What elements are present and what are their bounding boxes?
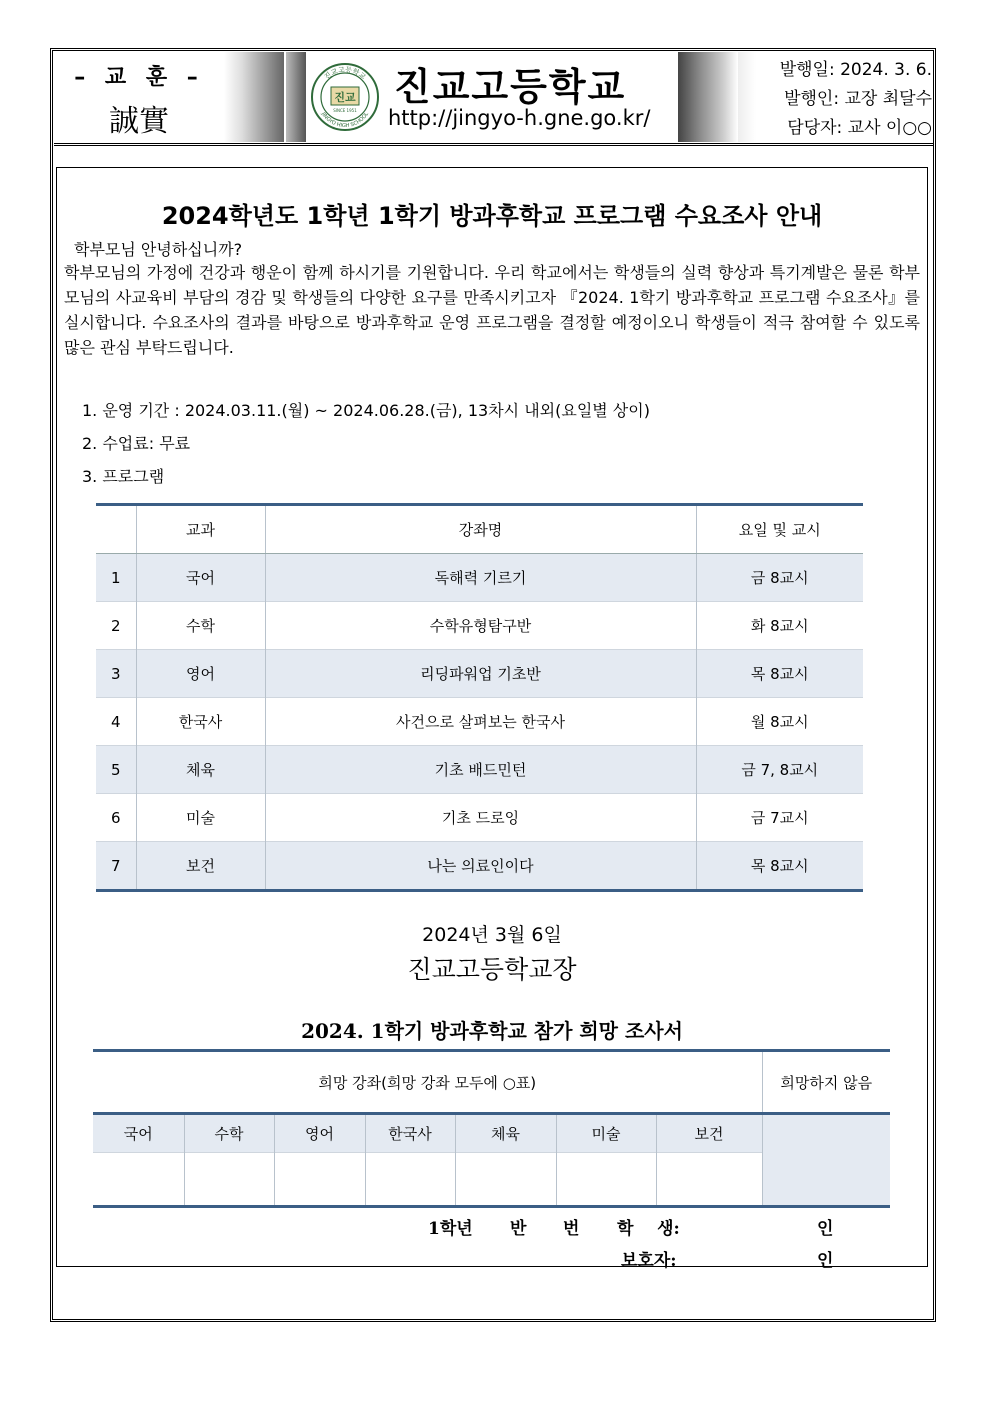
row-course: 기초 배드민턴 xyxy=(265,746,696,794)
list-item-period: 1. 운영 기간 : 2024.03.11.(월) ~ 2024.06.28.(금), 13차시 내외(요일별 상이) xyxy=(82,401,650,420)
survey-header-row xyxy=(93,1051,890,1114)
school-url[interactable]: http://jingyo-h.gne.go.kr/ xyxy=(388,106,651,130)
logo-ring-text-top: 진교고등학교 xyxy=(322,65,368,82)
row-course: 독해력 기르기 xyxy=(265,554,696,602)
row-number: 3 xyxy=(96,650,136,698)
no-wish-mark-cell[interactable] xyxy=(762,1114,890,1207)
notice-title: 2024학년도 1학년 1학기 방과후학교 프로그램 수요조사 안내 xyxy=(161,202,823,230)
row-schedule: 목 8교시 xyxy=(696,842,863,891)
row-subject: 수학 xyxy=(136,602,265,650)
row-course: 나는 의료인이다 xyxy=(265,842,696,891)
row-schedule: 화 8교시 xyxy=(696,602,863,650)
decorative-gradient-left xyxy=(224,52,284,142)
row-subject: 미술 xyxy=(136,794,265,842)
row-number: 4 xyxy=(110,712,121,731)
survey-subject-korean: 국어 xyxy=(93,1114,184,1153)
school-motto: 誠實 xyxy=(109,104,169,139)
logo-center-text: 진교 xyxy=(334,91,356,104)
guardian-seal-mark: 인 xyxy=(817,1251,834,1271)
row-subject: 영어 xyxy=(136,650,265,698)
survey-subject-health: 보건 xyxy=(656,1114,762,1153)
header-number xyxy=(96,505,136,554)
no-wish-header: 희망하지 않음 xyxy=(762,1051,890,1114)
manager: 담당자: 교사 이○○ xyxy=(787,118,932,138)
header-course: 강좌명 xyxy=(265,505,696,554)
mark-cell-art[interactable] xyxy=(556,1153,656,1207)
school-name: 진교고등학교 xyxy=(394,65,627,109)
newsletter-header xyxy=(54,52,932,142)
mark-cell-health[interactable] xyxy=(656,1153,762,1207)
row-schedule: 금 7교시 xyxy=(696,794,863,842)
publication-info xyxy=(754,56,932,143)
program-table xyxy=(96,503,863,892)
row-subject: 국어 xyxy=(136,554,265,602)
header-schedule: 요일 및 교시 xyxy=(696,505,863,554)
student-class-label: 반 xyxy=(510,1219,527,1239)
logo-since-text: SINCE 1951 xyxy=(333,108,357,113)
notice-body: 학부모님의 가정에 건강과 행운이 함께 하시기를 기원합니다. 우리 학교에서는 학생들의 실력 향상과 특기계발은 물론 학부모님의 사교육비 부담의 경감 및 학생들의 다양한 요구를 만족시키고자 『2024. 1학기 방과후학교 프로그램 수요조사』를 실시합니다. 수요조사의 결과를 바탕으로 방과후학교 운영 프로그램을 결정할 예정이오니 학생들이 적극 참여할 수 있도록 많은 관심 부탁드립니다. xyxy=(64,263,920,357)
student-seal-mark: 인 xyxy=(817,1219,834,1239)
principal-signature: 진교고등학교장 xyxy=(407,955,577,984)
survey-table xyxy=(93,1049,890,1208)
table-header-row xyxy=(96,505,863,554)
row-course: 사건으로 살펴보는 한국사 xyxy=(265,698,696,746)
mark-cell-english[interactable] xyxy=(274,1153,365,1207)
list-item-fee: 2. 수업료: 무료 xyxy=(82,434,191,453)
row-number: 6 xyxy=(110,808,121,827)
student-grade-label: 1학년 xyxy=(428,1219,473,1239)
student-number-label: 번 xyxy=(563,1219,580,1239)
row-number: 2 xyxy=(110,616,121,635)
survey-subject-english: 영어 xyxy=(274,1114,365,1153)
logo-ring-text-bottom: JINGYO HIGH SCHOOL xyxy=(319,111,371,130)
row-course: 수학유형탐구반 xyxy=(265,602,696,650)
greeting: 학부모님 안녕하십니까? xyxy=(74,240,243,259)
guardian-label: 보호자: xyxy=(621,1251,677,1271)
survey-title: 2024. 1학기 방과후학교 참가 희망 조사서 xyxy=(301,1019,683,1043)
survey-subject-pe: 체육 xyxy=(455,1114,556,1153)
row-course: 기초 드로잉 xyxy=(265,794,696,842)
row-number: 5 xyxy=(96,746,136,794)
row-schedule: 금 8교시 xyxy=(696,554,863,602)
row-schedule: 목 8교시 xyxy=(696,650,863,698)
row-schedule: 월 8교시 xyxy=(696,698,863,746)
row-number: 1 xyxy=(96,554,136,602)
table-row xyxy=(96,746,863,794)
table-row xyxy=(96,698,863,746)
mark-cell-math[interactable] xyxy=(184,1153,274,1207)
table-row xyxy=(96,650,863,698)
mark-cell-korean[interactable] xyxy=(93,1153,184,1207)
row-subject: 체육 xyxy=(136,746,265,794)
mark-cell-pe[interactable] xyxy=(455,1153,556,1207)
list-item-program: 3. 프로그램 xyxy=(82,467,165,486)
wish-courses-header: 희망 강좌(희망 강좌 모두에 ○표) xyxy=(318,1073,537,1092)
publisher: 발행인: 교장 최달수 xyxy=(784,89,932,109)
header-subject: 교과 xyxy=(136,505,265,554)
decorative-gradient-right xyxy=(678,52,738,142)
decorative-gradient-left-inner xyxy=(286,52,306,142)
row-schedule: 금 7, 8교시 xyxy=(696,746,863,794)
publish-date: 발행일: 2024. 3. 6. xyxy=(779,60,932,80)
survey-subject-art: 미술 xyxy=(556,1114,656,1153)
motto-label: – 교 훈 – xyxy=(74,65,204,90)
row-subject: 한국사 xyxy=(136,698,265,746)
mark-cell-korean-history[interactable] xyxy=(365,1153,455,1207)
table-row xyxy=(96,602,863,650)
row-subject: 보건 xyxy=(136,842,265,891)
survey-subject-row xyxy=(93,1114,890,1153)
survey-subject-korean-history: 한국사 xyxy=(365,1114,455,1153)
table-row xyxy=(96,554,863,602)
table-row xyxy=(96,842,863,891)
survey-subject-math: 수학 xyxy=(184,1114,274,1153)
school-logo-icon xyxy=(310,62,380,132)
table-row xyxy=(96,794,863,842)
student-name-label: 학 생: xyxy=(617,1219,680,1239)
signoff-date: 2024년 3월 6일 xyxy=(422,924,562,946)
header-divider xyxy=(54,143,933,146)
row-number: 7 xyxy=(96,842,136,891)
row-course: 리딩파워업 기초반 xyxy=(265,650,696,698)
